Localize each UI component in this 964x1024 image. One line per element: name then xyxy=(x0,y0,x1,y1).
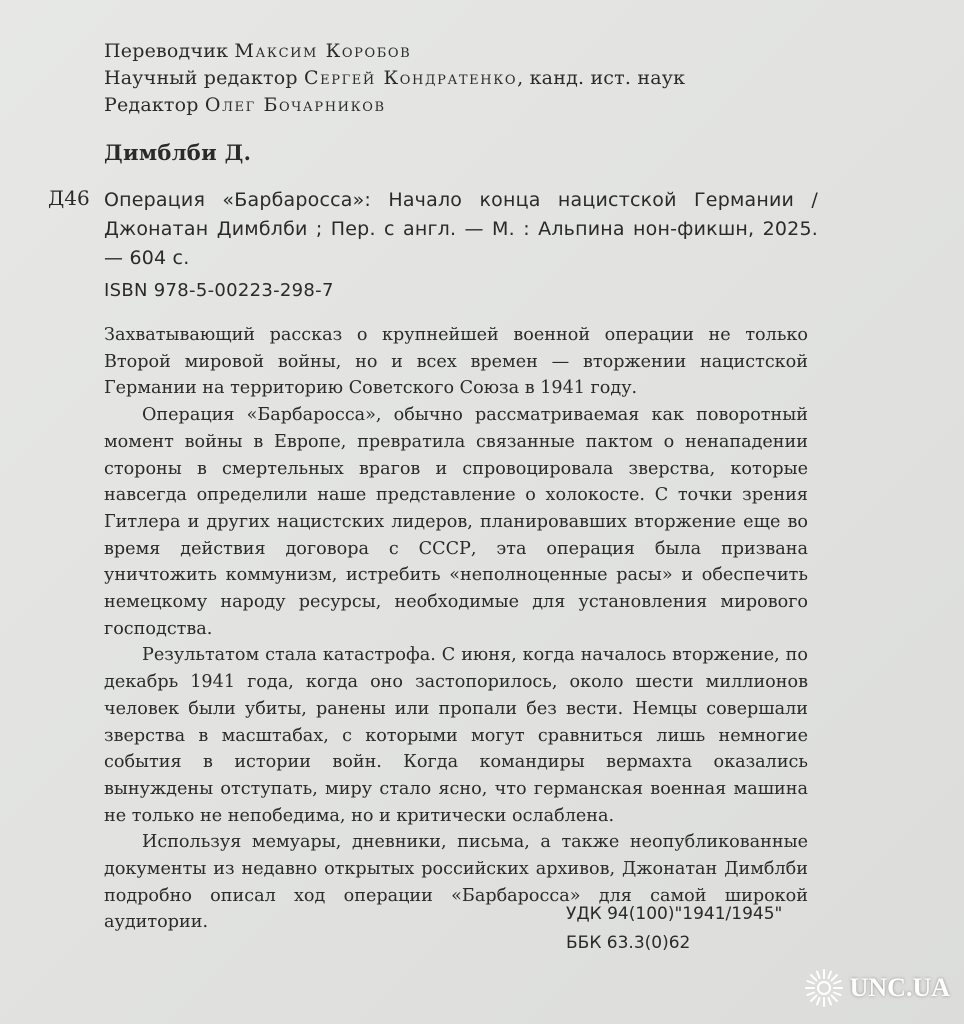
editor-role: Редактор xyxy=(104,94,199,116)
annotation-paragraph: Результатом стала катастрофа. С июня, когда началось вторжение, по декабрь 1941 года, когда оно застопорилось, около шести миллионов человек были убиты, ранены или пропали без вести. Немцы совершали зверства в масштабах, с которыми могут сравниться лишь немногие события в истории войн. Когда командиры вермахта оказались вынуждены отступать, миру стало ясно, что германская военная машина не только не непобедима, но и критически ослаблена. xyxy=(104,645,808,826)
class-code: Д46 xyxy=(48,186,90,210)
classification-block xyxy=(566,900,782,958)
sci-editor-role: Научный редактор xyxy=(104,67,298,89)
translator-line xyxy=(104,38,685,65)
editor-name: Олег Бочарников xyxy=(204,94,386,116)
author-heading: Димблби Д. xyxy=(104,140,252,165)
annotation xyxy=(104,322,808,936)
annotation-paragraph: Используя мемуары, дневники, письма, а также неопубликованные документы из недавно открытых российских архивов, Джонатан Димблби подробно описал ход операции «Барбаросса» для самой широкой аудитории. xyxy=(104,832,808,933)
isbn: ISBN 978-5-00223-298-7 xyxy=(104,280,334,301)
annotation-paragraph: Захватывающий рассказ о крупнейшей военной операции не только Второй мировой войны, но и всех времен — вторжении нацистской Германии на территорию Советского Союза в 1941 году. xyxy=(104,325,808,399)
bbk-index: ББК 63.3(0)62 xyxy=(566,933,691,953)
editor-line xyxy=(104,92,685,119)
credits-block xyxy=(104,38,685,119)
udk-index: УДК 94(100)"1941/1945" xyxy=(566,904,783,924)
sunburst-logo-icon xyxy=(804,968,844,1008)
watermark-text: UNC.UA xyxy=(849,973,950,1002)
bibliographic-record: Операция «Барбаросса»: Начало конца нацистской Германии / Джонатан Димблби ; Пер. с англ. — М. : Альпина нон-фикшн, 2025. — 604 с. xyxy=(104,189,818,269)
translator-role: Переводчик xyxy=(104,40,229,62)
sci-editor-degree: , канд. ист. наук xyxy=(517,67,686,89)
sci-editor-line xyxy=(104,65,685,92)
translator-name: Максим Коробов xyxy=(234,40,412,62)
sci-editor-name: Сергей Кондратенко xyxy=(304,67,518,89)
annotation-paragraph: Операция «Барбаросса», обычно рассматриваемая как поворотный момент войны в Европе, превратила связанные пактом о ненападении стороны в смертельных врагов и спровоцировала зверства, которые навсегда определили наше представление о холокосте. С точки зрения Гитлера и других нацистских лидеров, планировавших вторжение еще во время действия договора с СССР, эта операция была призвана уничтожить коммунизм, истребить «неполноценные расы» и обеспечить немецкому народу ресурсы, необходимые для установления мирового господства. xyxy=(104,405,808,639)
watermark xyxy=(804,968,950,1008)
